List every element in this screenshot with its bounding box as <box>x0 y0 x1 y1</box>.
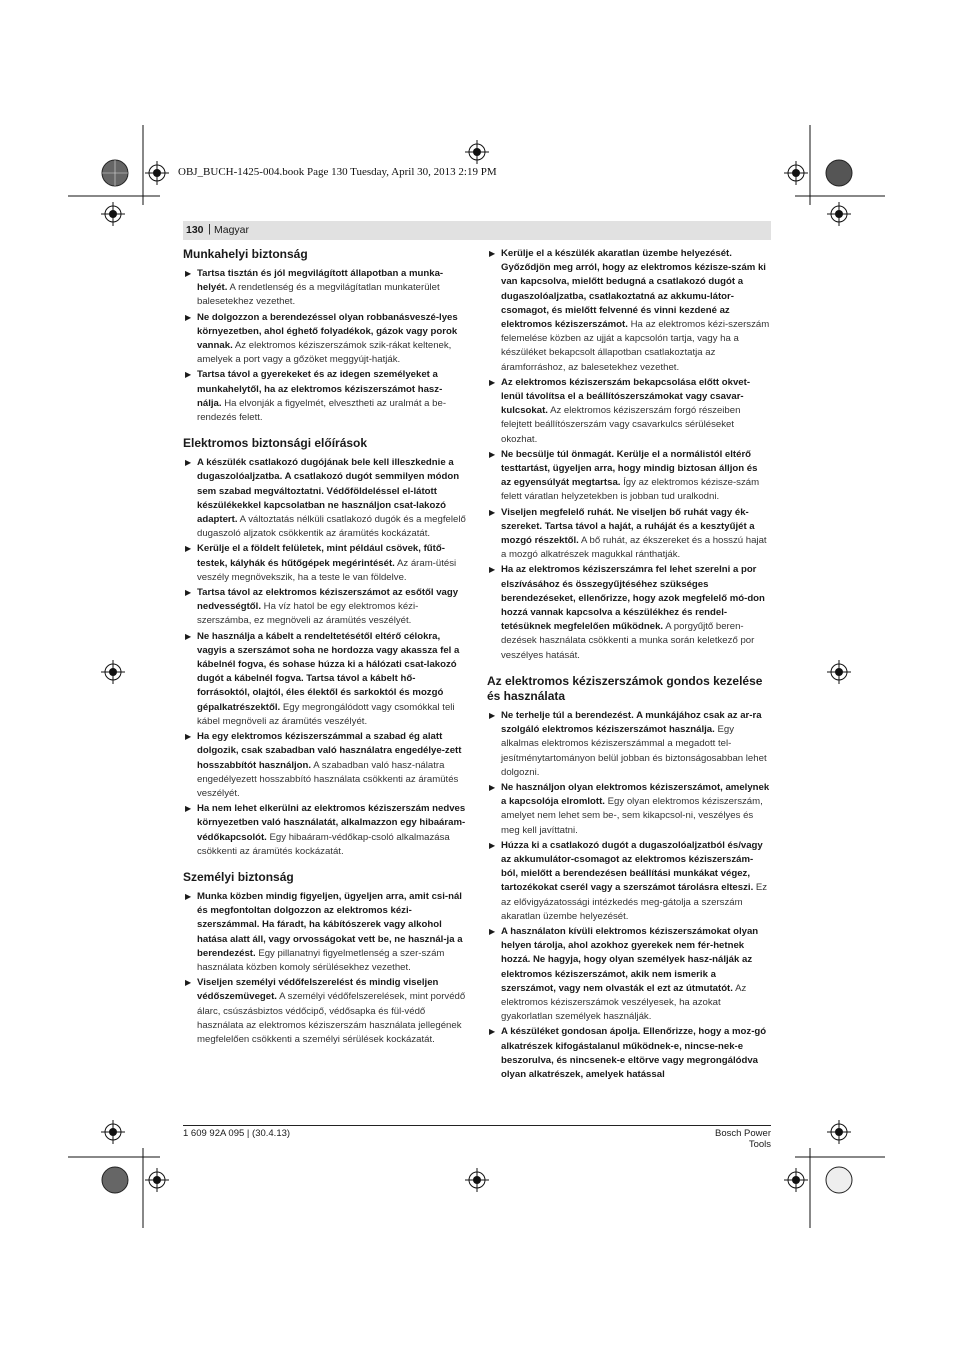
bullet-arrow-icon: ▶ <box>489 507 496 517</box>
bullet-arrow-icon: ▶ <box>185 269 192 278</box>
bullet-arrow-icon: ▶ <box>185 544 192 554</box>
bullet-normal-text: Egy hibaáram-védőkap-csoló alkalmazása csökkenti az áramütés kockázatát. <box>197 831 450 857</box>
bullet-bold-text: Az elektromos kéziszerszám bekapcsolása előtt okvet-lenül távolítsa el a beállítószerszámokat vagy csavar-kulcsokat. <box>501 376 751 417</box>
crosshair-icon <box>827 660 851 684</box>
section-heading: Elektromos biztonsági előírások <box>183 436 368 451</box>
bullet-bold-text: Tartsa távol a gyerekeket és az idegen személyeket a munkahelytől, ha az elektromos kéziszerszámot hasz-nálja. <box>197 369 443 409</box>
bullet-item <box>487 839 770 924</box>
bullet-bold-text: Ne használjon olyan elektromos kéziszerszámot, amelynek a kapcsolója elromlott. <box>501 781 770 808</box>
bullet-normal-text: A rendetlenség és a megvilágítatlan munkaterület balesetekhez vezethet. <box>197 282 440 308</box>
bullet-arrow-icon: ▶ <box>185 312 192 322</box>
crosshair-icon <box>465 140 489 164</box>
right-column <box>487 247 770 1083</box>
bullet-arrow-icon: ▶ <box>489 449 496 459</box>
bullet-item <box>183 456 466 541</box>
bullet-normal-text: Ha víz hatol be egy elektromos kézi-szerszámba, ez megnöveli az áramütés veszélyét. <box>197 601 419 627</box>
left-column <box>183 247 466 1048</box>
footer-doc-number: 1 609 92A 095 | (30.4.13) <box>183 1128 291 1139</box>
registration-target-icon <box>826 160 852 186</box>
crosshair-icon <box>784 161 808 185</box>
bullet-item <box>183 586 466 629</box>
bullet-bold-text: Ne használja a kábelt a rendeltetésétől eltérő célokra, vagyis a szerszámot soha ne hordozza vagy akassza fel a kábelnél fogva, és sohase húzza ki a hálózati csat-lakozó dugót a kábelnél fogva. Tartsa távol a kábelt hő-forrásoktól, olajtól, éles élektől és sarkoktól és mozgó gépalkatrészektől. <box>197 630 460 713</box>
bullet-arrow-icon: ▶ <box>489 926 496 936</box>
bullet-item <box>183 542 466 585</box>
registration-target-icon <box>826 1167 852 1193</box>
bullet-normal-text: Egy olyan elektromos kéziszerszám, amelyet nem lehet sem be-, sem kikapcsol-ni, veszélyes és meg kell javíttatni. <box>501 796 763 836</box>
bullet-arrow-icon: ▶ <box>185 588 192 598</box>
bullet-item <box>183 976 466 1047</box>
bullet-arrow-icon: ▶ <box>185 631 192 641</box>
bullet-bold-text: Kerülje el a készülék akaratlan üzembe helyezését. Győződjön meg arról, hogy az elektromos kézisze-szám ki van kapcsolva, mielőtt bedugná a csatlakozó dugót a dugaszolóaljzatba, csatlakoztatná az akkumu-látor-csomagot, és mielőtt felvenné és vinni kezdené az elektromos kéziszerszámot. <box>501 248 766 331</box>
bullet-bold-text: Ha egy elektromos kéziszerszámmal a szabad ég alatt dolgozik, csak szabadban való használatra engedélye-zett hosszabbítót használjon. <box>197 731 462 771</box>
crosshair-icon <box>101 1120 125 1144</box>
bullet-item <box>183 890 466 975</box>
bullet-bold-text: Munka közben mindig figyeljen, ügyeljen arra, amit csi-nál és megfontoltan dolgozzon az elektromos kézi-szerszámmal. Ha fáradt, ha kábítószerek vagy alkohol hatása alatt áll, vagy orvosságokat vett be, ne használ-ja a berendezést. <box>197 890 463 959</box>
bullet-bold-text: Ne becsülje túl önmagát. Kerülje el a normálistól eltérő testtartást, ügyeljen arra, hogy mindig biztosan álljon és az egyensúlyát megtartsa. <box>501 448 758 489</box>
bullet-bold-text: Ne terhelje túl a berendezést. A munkájához csak az ar-ra szolgáló elektromos kéziszerszámot használja. <box>501 709 762 736</box>
bullet-item <box>487 1025 770 1082</box>
bullet-bold-text: Húzza ki a csatlakozó dugót a dugaszolóaljzatból és/vagy az akkumulátor-csomagot az elektromos kéziszerszám-ból, mielőtt a berendezésen beállítási munkákat végez, tartozékokat cserél vagy a szerszámot tárolásra elteszi. <box>501 839 763 894</box>
crosshair-icon <box>827 202 851 226</box>
bullet-arrow-icon: ▶ <box>489 840 496 850</box>
bullet-normal-text: Az áram-ütési veszély megnövekszik, ha a teste le van földelve. <box>197 557 457 583</box>
bullet-item <box>487 709 770 780</box>
bullet-item <box>183 730 466 801</box>
bullet-normal-text: A bő ruhát, az ékszereket és a hosszú hajat a mozgó alkatrészek magukkal ránthatják. <box>501 535 767 561</box>
crosshair-icon <box>784 1168 808 1192</box>
bullet-item <box>487 781 770 838</box>
bullet-arrow-icon: ▶ <box>185 891 192 901</box>
bullet-arrow-icon: ▶ <box>489 565 496 575</box>
bullet-normal-text: A porgyűjtő beren-dezések használata csökkenti a munka során keletkező por veszélyes hatását. <box>501 621 755 661</box>
crosshair-icon <box>101 202 125 226</box>
bullet-item <box>487 925 770 1024</box>
bullet-normal-text: Ha elvonják a figyelmét, elvesztheti az uralmát a be-rendezés felett. <box>197 397 447 424</box>
bullet-arrow-icon: ▶ <box>489 249 496 258</box>
bullet-normal-text: Ha az elektromos kézi-szerszám felemelése közben az ujját a kapcsolón tartja, vagy ha a készüléket bekapcsolt állapotban csatlakoztatja az áramforráshoz, az balesetekhez vezethet. <box>501 319 770 373</box>
bullet-bold-text: Ne dolgozzon a berendezéssel olyan robbanásveszé-lyes környezetben, ahol éghető folyadékok, gázok vagy porok vannak. <box>197 311 458 352</box>
bullet-normal-text: Az elektromos kéziszerszámok szik-rákat keltenek, amelyek a port vagy a gőzöket meggyújt-hatják. <box>197 340 452 366</box>
page-header <box>183 221 771 240</box>
bullet-bold-text: Tartsa távol az elektromos kéziszerszámot az esőtől vagy nedvességtől. <box>197 587 459 613</box>
bullet-normal-text: Egy pillanatnyi figyelmetlenség a szer-szám használata közben komoly sérülésekhez vezethet. <box>197 947 445 973</box>
crosshair-icon <box>145 161 169 185</box>
bullet-bold-text: Kerülje el a földelt felületek, mint például csövek, fűtő-testek, kályhák és hűtőgépek megérintését. <box>197 543 445 569</box>
bullet-bold-text: Viseljen személyi védőfelszerelést és mindig viseljen védőszemüveget. <box>197 977 439 1003</box>
bullet-item <box>487 247 770 375</box>
bullet-normal-text: A változtatás nélküli csatlakozó dugók és a megfelelő dugaszoló aljzatok csökkentik az áramütés kockázatát. <box>197 514 466 540</box>
bullet-item <box>487 506 770 563</box>
footer-rule <box>183 1125 771 1126</box>
bullet-bold-text: A használaton kívüli elektromos kéziszerszámokat olyan helyen tárolja, ahol azokhoz gyerekek nem fér-hetnek hozzá. Ne hagyja, hogy olyan személyek hasz-nálják az elektromos kéziszerszámot, akik nem ismerik a szerszámot, vagy nem olvasták el ezt az útmutatót. <box>501 925 759 994</box>
bullet-bold-text: A készülék csatlakozó dugójának bele kell illeszkednie a dugaszolóaljzatba. A csatlakozó dugót semmilyen módon sem szabad megváltoztatni. Védőföldeléssel el-látott készülékekkel kapcsolatban ne használjon csat-lakozó adaptert. <box>197 457 460 526</box>
footer-brand: Bosch Power Tools <box>715 1128 771 1150</box>
bullet-bold-text: Ha az elektromos kéziszerszámra fel lehet szerelni a por elszívásához és összegyűjtéséhez szükséges berendezéseket, ellenőrizze, hogy azok megfelelő mó-don hozzá vannak kapcsolva a készülékhez és rendel-tetésüknek megfelelően működnek. <box>501 564 765 633</box>
bullet-normal-text: Így az elektromos kézisze-szám felett váratlan helyzetekben is jobban tud uralkodni. <box>501 477 760 503</box>
bullet-bold-text: Viseljen megfelelő ruhát. Ne viseljen bő ruhát vagy ék-szereket. Tartsa távol a haját, a ruháját és a kesztyűjét a mozgó részektől. <box>501 506 755 547</box>
crosshair-icon <box>827 1120 851 1144</box>
book-print-line: OBJ_BUCH-1425-004.book Page 130 Tuesday, April 30, 2013 2:19 PM <box>178 166 497 178</box>
header-language: Magyar <box>214 224 250 236</box>
bullet-arrow-icon: ▶ <box>185 732 192 742</box>
crosshair-icon <box>145 1168 169 1192</box>
bullet-arrow-icon: ▶ <box>489 782 496 792</box>
section-heading: Személyi biztonság <box>183 869 294 884</box>
bullet-item <box>183 311 466 368</box>
bullet-arrow-icon: ▶ <box>185 370 192 380</box>
bullet-normal-text: A személyi védőfelszerelések, mint porvédő álarc, csúszásbiztos védőcipő, védősapka és fül-védő használata az elektromos kéziszerszám használata jellegének megfelelően csökkenti a személyi sérülések kockázatát. <box>197 991 466 1045</box>
bullet-item <box>183 630 466 729</box>
bullet-arrow-icon: ▶ <box>489 377 496 387</box>
bullet-item <box>183 368 466 425</box>
bullet-item <box>487 563 770 662</box>
bullet-arrow-icon: ▶ <box>185 804 192 814</box>
bullet-normal-text: A szabadban való hasz-nálatra engedélyezett hosszabbító használata csökkenti az áramütés veszélyét. <box>197 759 459 799</box>
page-number: 130 <box>186 224 204 236</box>
registration-target-icon <box>102 1167 128 1193</box>
bullet-normal-text: Ez az elővigyázatossági intézkedés meg-gátolja a szerszám akaratlan üzembe helyezését. <box>501 882 768 922</box>
crosshair-icon <box>465 1168 489 1192</box>
bullet-arrow-icon: ▶ <box>489 710 496 720</box>
registration-target-icon <box>102 160 128 186</box>
bullet-bold-text: Ha nem lehet elkerülni az elektromos kéziszerszám nedves környezetben való használatát, alkalmazzon egy hibaáram-védőkapcsolót. <box>197 803 466 843</box>
bullet-arrow-icon: ▶ <box>489 1027 496 1037</box>
bullet-arrow-icon: ▶ <box>185 458 192 468</box>
bullet-normal-text: Az elektromos kéziszerszám forgó részeiben felejtett beállítószerszám vagy csavarkulcs sérüléseket okozhat. <box>501 405 741 445</box>
bullet-item <box>183 802 466 859</box>
bullet-arrow-icon: ▶ <box>185 978 192 988</box>
bullet-bold-text: Tartsa tisztán és jól megvilágított állapotban a munka-helyét. <box>197 268 444 294</box>
header-separator: | <box>208 223 211 235</box>
bullet-item <box>183 267 466 310</box>
bullet-item <box>487 448 770 505</box>
crosshair-icon <box>101 660 125 684</box>
bullet-item <box>487 376 770 447</box>
bullet-bold-text: A készüléket gondosan ápolja. Ellenőrizze, hogy a moz-gó alkatrészek kifogástalanul működnek-e, nincse-nek-e beszorulva, és nincsenek-e eltörve vagy megrongálódva olyan alkatrészek, amelyek hatással <box>501 1026 767 1080</box>
bullet-normal-text: Az elektromos kéziszerszámok veszélyesek, ha azokat gyakorlatlan személyek használják. <box>501 982 747 1023</box>
bullet-normal-text: Egy alkalmas elektromos kéziszerszámmal a megadott tel-jesítménytartományon belül jobban és biztonságosabban lehet dolgozni. <box>501 724 767 778</box>
bullet-normal-text: Egy megrongálódott vagy csomókkal teli kábel megnöveli az áramütés veszélyét. <box>197 701 455 727</box>
section-heading: Az elektromos kéziszerszámok gondos kezelése és használata <box>487 673 763 703</box>
section-heading: Munkahelyi biztonság <box>183 247 308 261</box>
